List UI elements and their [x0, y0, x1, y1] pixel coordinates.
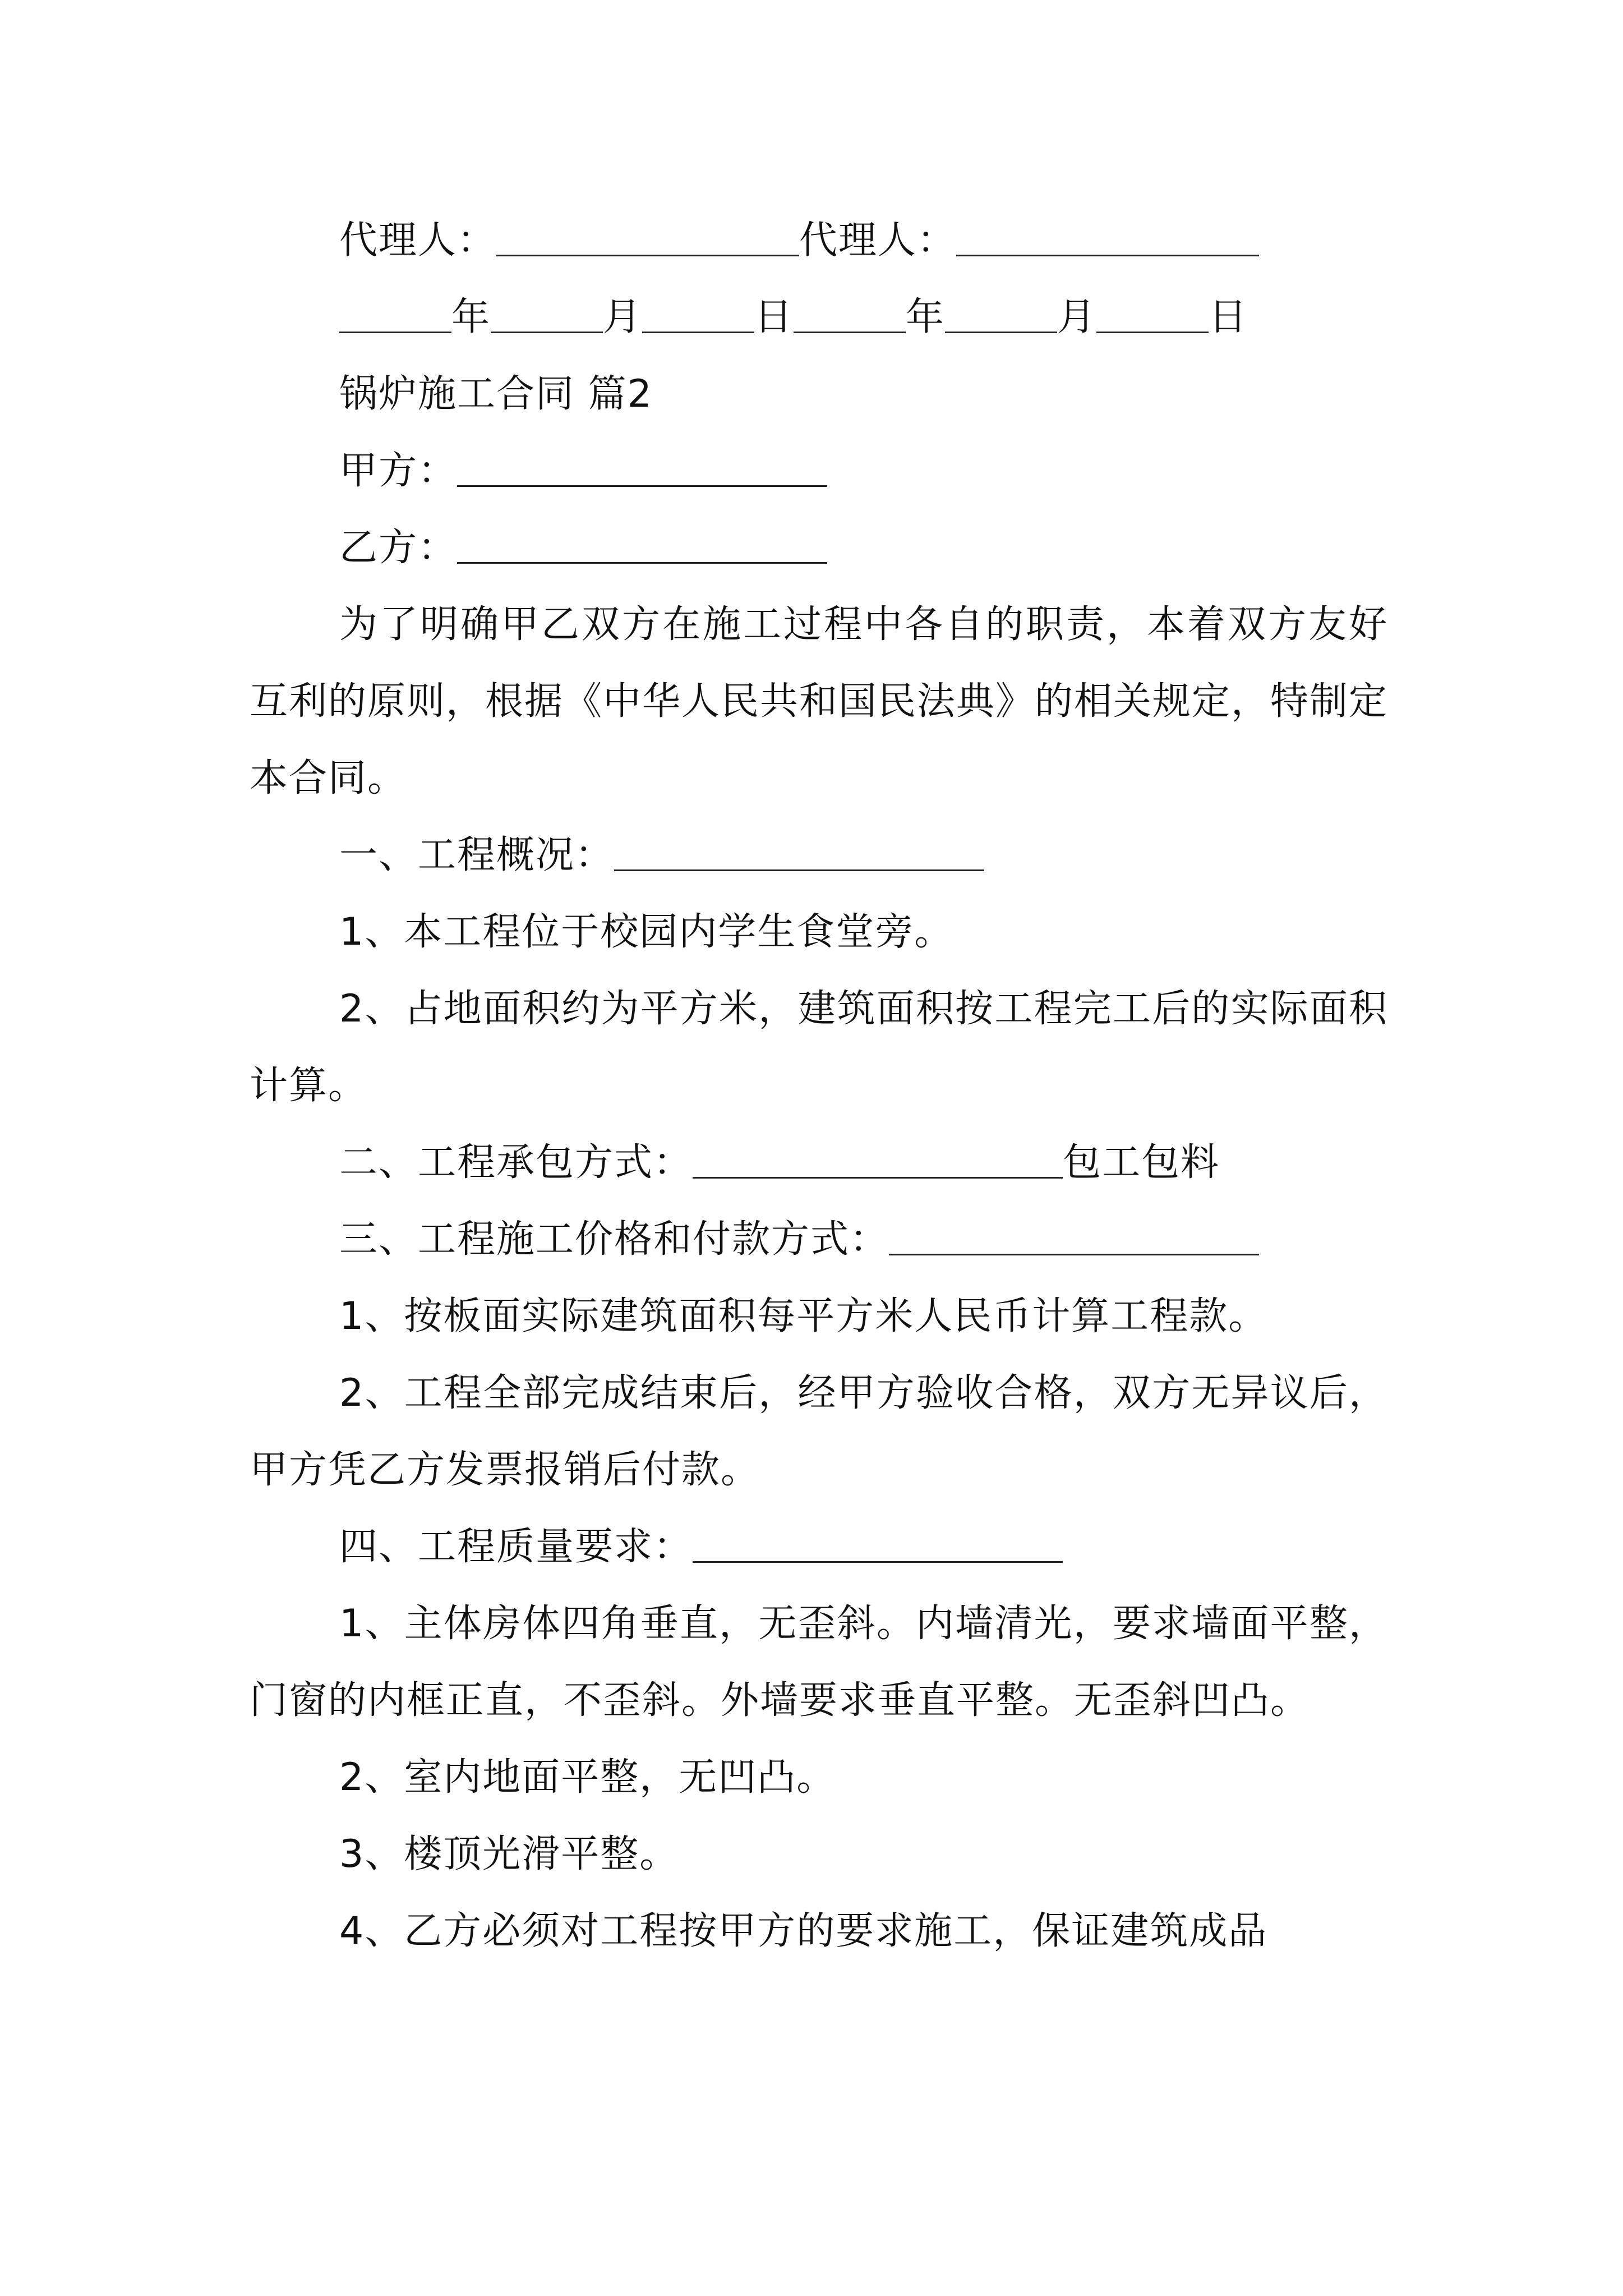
section4-item3: 3、楼顶光滑平整。: [339, 1832, 679, 1876]
section1-item2: 2、占地面积约为平方米，建筑面积按工程完工后的实际面积计算。: [250, 987, 1388, 1108]
section2-title-line: [250, 1124, 1388, 1201]
section3-blank: [889, 1221, 1259, 1255]
section1-item1: 1、本工程位于校园内学生食堂旁。: [339, 910, 954, 954]
section3-title-line: [250, 1201, 1388, 1278]
agent-label-b: 代理人：: [799, 218, 957, 263]
year-blank-b: [794, 299, 906, 333]
party-b-label: 乙方：: [339, 526, 458, 570]
agent-label-a: 代理人：: [339, 218, 497, 263]
section2-suffix: 包工包料: [1063, 1140, 1220, 1185]
party-a-label: 甲方：: [339, 449, 458, 493]
section4-title: 四、工程质量要求：: [339, 1525, 693, 1569]
section4-item4: 4、乙方必须对工程按甲方的要求施工，保证建筑成品: [339, 1909, 1268, 1953]
section1-blank: [614, 837, 984, 871]
month-label-b: 月: [1057, 295, 1097, 339]
day-blank-a: [642, 299, 754, 333]
section1-title-line: [250, 817, 1388, 894]
party-a-line: [250, 432, 1388, 509]
day-label-b: 日: [1209, 295, 1248, 339]
section2-blank: [693, 1144, 1063, 1179]
agent-blank-b: [956, 222, 1259, 256]
section3-item2: 2、工程全部完成结束后，经甲方验收合格，双方无异议后，甲方凭乙方发票报销后付款。: [250, 1371, 1388, 1492]
party-a-blank: [457, 453, 827, 487]
agent-signature-line: [250, 202, 1388, 279]
date-line: [250, 279, 1388, 356]
section2-title: 二、工程承包方式：: [339, 1140, 693, 1185]
agent-blank-a: [496, 222, 799, 256]
section4-item2: 2、室内地面平整，无凹凸。: [339, 1755, 836, 1800]
day-blank-b: [1096, 299, 1209, 333]
year-blank-a: [339, 299, 451, 333]
day-label-a: 日: [754, 295, 794, 339]
section3-title: 三、工程施工价格和付款方式：: [339, 1217, 889, 1262]
year-label-a: 年: [451, 295, 491, 339]
party-b-blank: [457, 530, 827, 564]
month-blank-a: [491, 299, 603, 333]
month-label-a: 月: [603, 295, 643, 339]
section4-title-line: [250, 1508, 1388, 1585]
section4-item1: 1、主体房体四角垂直，无歪斜。内墙清光，要求墙面平整，门窗的内框正直，不歪斜。外墙要求垂直平整。无歪斜凹凸。: [250, 1602, 1388, 1723]
section4-blank: [693, 1529, 1063, 1563]
section1-title: 一、工程概况：: [339, 833, 615, 877]
year-label-b: 年: [906, 295, 946, 339]
contract-heading: 锅炉施工合同 篇2: [339, 372, 653, 416]
month-blank-b: [945, 299, 1057, 333]
intro-paragraph: 为了明确甲乙双方在施工过程中各自的职责，本着双方友好互利的原则，根据《中华人民共和国民法典》的相关规定，特制定本合同。: [250, 602, 1389, 800]
party-b-line: [250, 509, 1388, 586]
section3-item1: 1、按板面实际建筑面积每平方米人民币计算工程款。: [339, 1294, 1268, 1338]
document-body: [250, 202, 1388, 1970]
